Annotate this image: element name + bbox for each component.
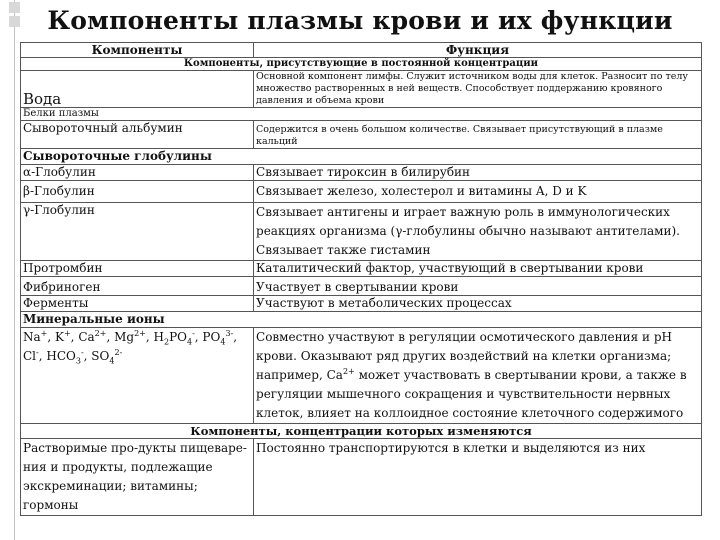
section-variable: Компоненты, концентрации которых изменяются [21, 424, 702, 439]
section-row-permanent [21, 58, 702, 71]
water-name: Вода [21, 71, 254, 108]
beta-name: β-Глобулин [21, 181, 254, 203]
gamma-function: Связывает антигены и играет важную роль в иммунологических реакциях организма (γ-глобулины обычно называют антителами). Связывает также гистамин [254, 203, 702, 261]
gamma-name: γ-Глобулин [21, 203, 254, 261]
variable-function: Постоянно транспортируются в клетки и выделяются из них [254, 439, 702, 516]
enzymes-name: Ферменты [21, 296, 254, 312]
table-row-beta [21, 181, 702, 203]
header-components: Компоненты [21, 43, 254, 58]
group-row-minerals [21, 312, 702, 328]
table-row-prothrombin [21, 261, 702, 277]
table-row-variable [21, 439, 702, 516]
beta-function: Связывает железо, холестерол и витамины A, D и K [254, 181, 702, 203]
plasma-table [20, 42, 702, 516]
water-function: Основной компонент лимфы. Служит источником воды для клеток. Разносит по телу множество растворенных в ней веществ. Способствует поддержанию кровяного давления и объема крови [254, 71, 702, 108]
table-row-ions [21, 328, 702, 424]
page-title: Компоненты плазмы крови и их функции [47, 6, 673, 35]
table-row-alpha [21, 165, 702, 181]
decor-vertical-line [14, 0, 15, 540]
alpha-function: Связывает тироксин в билирубин [254, 165, 702, 181]
table-row-fibrinogen [21, 277, 702, 296]
table-row-water [21, 71, 702, 108]
table-header-row [21, 43, 702, 58]
globulins-heading: Сывороточные глобулины [21, 149, 702, 165]
enzymes-function: Участвуют в метаболических процессах [254, 296, 702, 312]
table-row-enzymes [21, 296, 702, 312]
ions-function: Совместно участвуют в регуляции осмотического давления и pH крови. Оказывают ряд других воздействий на клетки организма; например, $Ca^{2+}$ может участвовать в свертывании крови, а также в регуляции мышечного сокращения и чувствительности нервных клеток, влияет на коллоидное состояние клеточного содержимого [254, 328, 702, 424]
variable-name: Растворимые про-дукты пищеваре-ния и продукты, подлежащие экскреминации; витамины; гормоны [21, 439, 254, 516]
table-row-gamma [21, 203, 702, 261]
group-row-proteins [21, 108, 702, 121]
header-function: Функция [254, 43, 702, 58]
prothrombin-function: Каталитический фактор, участвующий в свертывании крови [254, 261, 702, 277]
fibrinogen-name: Фибриноген [21, 277, 254, 296]
albumin-name: Сывороточный альбумин [21, 121, 254, 149]
albumin-function: Содержится в очень большом количестве. Связывает присутствующий в плазме кальций [254, 121, 702, 149]
minerals-heading: Минеральные ионы [21, 312, 702, 328]
proteins-heading: Белки плазмы [21, 108, 702, 121]
section-permanent: Компоненты, присутствующие в постоянной концентрации [21, 58, 702, 71]
fibrinogen-function: Участвует в свертывании крови [254, 277, 702, 296]
ions-name: Na+, K+, $Ca^{2+}$, $Mg^{2+}$, $H_2PO_4^-$, $PO_4^{3-}$, Cl-, $HCO_3^-$, $SO_4^{2-}$ [21, 328, 254, 424]
table-row-albumin [21, 121, 702, 149]
section-row-variable [21, 424, 702, 439]
prothrombin-name: Протромбин [21, 261, 254, 277]
group-row-globulins [21, 149, 702, 165]
alpha-name: α-Глобулин [21, 165, 254, 181]
